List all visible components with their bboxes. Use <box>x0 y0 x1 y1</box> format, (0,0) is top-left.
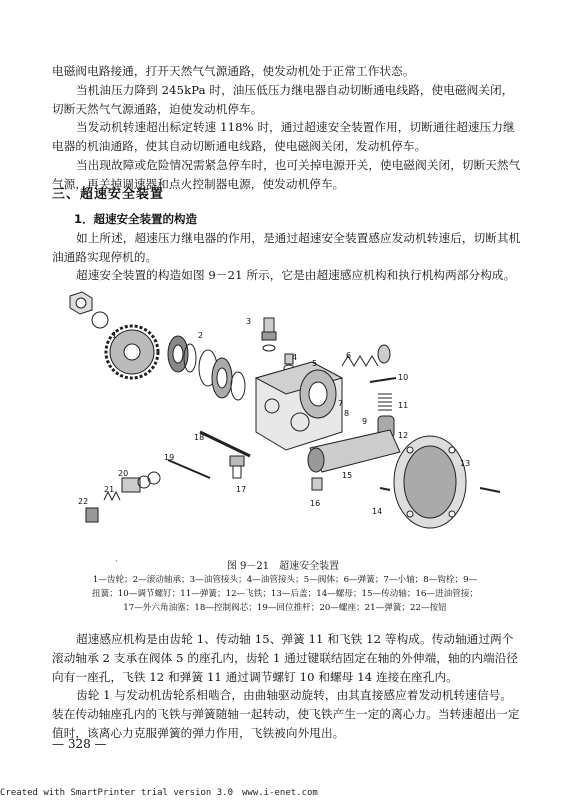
part-label-20: 20 <box>118 469 129 478</box>
subsection-title: 1．超速安全装置的构造 <box>74 212 198 226</box>
paragraph-4: 当出现故障或危险情况需紧急停车时，也可关掉电源开关，使电磁阀关闭，切断天然气气源，再关掉调速器和点火控制器电源，使发动机停车。 <box>52 158 521 191</box>
part-label-13: 13 <box>460 459 471 468</box>
part-label-10: 10 <box>398 373 409 382</box>
exploded-diagram <box>60 282 510 544</box>
figure-legend-line-2: 扭簧；10—调节螺钉；11—弹簧；12—飞铁；13—后盖；14—螺母；15—传动轴；16—进油管接； <box>92 589 478 599</box>
paragraph-8: 齿轮 1 与发动机齿轮系相啮合，由曲轴驱动旋转，由其直接感应着发动机转速信号。装在传动轴座孔内的飞铁与弹簧随轴一起转动，使飞铁产生一定的离心力。当转速超出一定值时，该离心力克服弹簧的弹力作用，飞铁被向外甩出。 <box>52 688 520 740</box>
paragraph-5: 如上所述，超速压力继电器的作用，是通过超速安全装置感应发动机转速后，切断其机油通路实现停机的。 <box>52 231 521 264</box>
part-label-2: 2 <box>198 331 204 340</box>
part-label-1: 1 <box>112 331 118 340</box>
part-label-19: 19 <box>164 453 175 462</box>
part-label-18: 18 <box>194 433 205 442</box>
part-label-5: 5 <box>312 359 318 368</box>
part-label-17: 17 <box>236 485 247 494</box>
part-label-9: 9 <box>362 417 368 426</box>
part-label-21: 21 <box>104 485 115 494</box>
part-label-7: 7 <box>338 399 344 408</box>
page-number: — 328 — <box>52 737 107 751</box>
paragraph-3: 当发动机转速超出标定转速 118% 时，通过超速安全装置作用，切断通往超速压力继电器的机油通路，使其自动切断通电线路，使电磁阀关闭，发动机停车。 <box>52 120 515 153</box>
figure-legend-line-3: 17—外六角油塞；18—控制阀芯；19—回位推杆；20—螺座；21—弹簧；22—按钮 <box>123 603 447 613</box>
paragraph-1: 电磁阀电路接通，打开天然气气源通路，使发动机处于正常工作状态。 <box>52 64 415 78</box>
stray-dot: · <box>115 557 118 566</box>
part-label-14: 14 <box>372 507 383 516</box>
footer-watermark: Created with SmartPrinter trial version 3.0 www.i-enet.com <box>0 788 318 798</box>
figure-caption: 图 9－21 超速安全装置 <box>226 561 340 572</box>
paragraph-2: 当机油压力降到 245kPa 时，油压低压力继电器自动切断通电线路，使电磁阀关闭，切断天然气气源通路，迫使发动机停车。 <box>52 83 514 116</box>
part-label-6: 6 <box>346 351 352 360</box>
part-label-12: 12 <box>398 431 409 440</box>
paragraph-7: 超速感应机构是由齿轮 1、传动轴 15、弹簧 11 和飞铁 12 等构成。传动轴通过两个滚动轴承 2 支承在阀体 5 的座孔内，齿轮 1 通过键联结固定在轴的外伸端，轴的内端沿径向有一座孔，飞铁 12 和弹簧 11 通过调节螺钉 10 和螺母 14 连接在座孔内。 <box>52 632 519 684</box>
figure-legend-line-1: 1—齿轮；2—滚动轴承；3—油管接头；4—油管接头；5—阀体；6—弹簧；7—小轴；8—钩栓；9— <box>92 575 478 585</box>
part-label-15: 15 <box>342 471 353 480</box>
part-label-3: 3 <box>246 317 252 326</box>
part-label-4: 4 <box>292 353 298 362</box>
part-label-8: 8 <box>344 409 350 418</box>
paragraph-6: 超速安全装置的构造如图 9－21 所示，它是由超速感应机构和执行机构两部分构成。 <box>76 268 516 282</box>
part-label-11: 11 <box>398 401 409 410</box>
section-title: 三、超速安全装置 <box>52 187 165 202</box>
part-label-22: 22 <box>78 497 89 506</box>
part-label-16: 16 <box>310 499 321 508</box>
